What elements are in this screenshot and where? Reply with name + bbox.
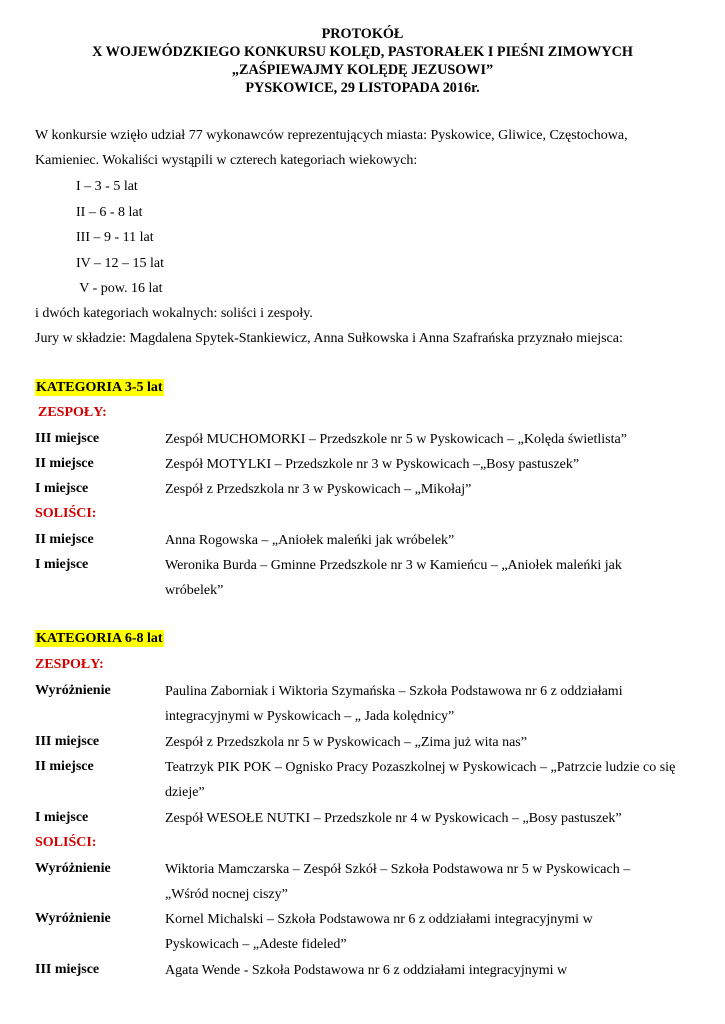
groups-heading: ZESPOŁY: (35, 657, 104, 672)
soloists-heading: SOLIŚCI: (35, 835, 97, 850)
doc-contest-name: „ZAŚPIEWAJMY KOLĘDĘ JEZUSOWI” (231, 62, 494, 78)
place-label: Wyróżnienie (35, 683, 111, 698)
age-category: V - pow. 16 lat (76, 281, 163, 296)
result-text: Wiktoria Mamczarska – Zespół Szkół – Szkoła Podstawowa nr 5 w Pyskowicach – „Wśród nocnej ciszy” (165, 861, 631, 902)
age-category: II – 6 - 8 lat (76, 205, 143, 220)
intro-line: Kamieniec. Wokaliści wystąpili w czterech kategoriach wiekowych: (35, 153, 418, 168)
doc-subtitle: X WOJEWÓDZKIEGO KONKURSU KOLĘD, PASTORAŁEK I PIEŚNI ZIMOWYCH (92, 44, 633, 60)
doc-place-date: PYSKOWICE, 29 LISTOPADA 2016r. (245, 80, 480, 96)
place-label: Wyróżnienie (35, 911, 111, 926)
intro-line: W konkursie wzięło udział 77 wykonawców reprezentujących miasta: Pyskowice, Gliwice, Częstochowa, (35, 128, 628, 143)
result-text: Agata Wende - Szkoła Podstawowa nr 6 z oddziałami integracyjnymi w (165, 962, 568, 978)
result-text: Kornel Michalski – Szkoła Podstawowa nr 6 z oddziałami integracyjnymi w Pyskowicach – „Adeste fideled” (165, 911, 593, 952)
place-label: Wyróżnienie (35, 861, 111, 876)
category-heading: KATEGORIA 6-8 lat (36, 631, 163, 646)
result-text: Zespół z Przedszkola nr 5 w Pyskowicach – „Zima już wita nas” (165, 734, 527, 750)
place-label: I miejsce (35, 481, 89, 496)
place-label: II miejsce (35, 759, 94, 774)
groups-heading: ZESPOŁY: (38, 405, 107, 420)
result-text: Zespół MOTYLKI – Przedszkole nr 3 w Pyskowicach –„Bosy pastuszek” (165, 456, 580, 472)
result-text: Anna Rogowska – „Aniołek maleńki jak wróbelek” (165, 532, 455, 548)
soloists-heading: SOLIŚCI: (35, 506, 97, 521)
place-label: III miejsce (35, 962, 100, 977)
age-category: III – 9 - 11 lat (76, 230, 154, 245)
place-label: I miejsce (35, 557, 89, 572)
result-text: Zespół MUCHOMORKI – Przedszkole nr 5 w Pyskowicach – „Kolęda świetlista” (165, 431, 627, 447)
category-heading: KATEGORIA 3-5 lat (36, 380, 163, 395)
place-label: III miejsce (35, 734, 100, 749)
result-text: Teatrzyk PIK POK – Ognisko Pracy Pozaszkolnej w Pyskowicach – „Patrzcie ludzie co się dzieje” (165, 759, 676, 800)
age-category: I – 3 - 5 lat (76, 179, 138, 194)
result-text: Zespół z Przedszkola nr 3 w Pyskowicach – „Mikołaj” (165, 481, 472, 497)
place-label: III miejsce (35, 431, 100, 446)
age-category: IV – 12 – 15 lat (76, 256, 165, 271)
result-text: Zespół WESOŁE NUTKI – Przedszkole nr 4 w Pyskowicach – „Bosy pastuszek” (165, 810, 622, 826)
place-label: II miejsce (35, 456, 94, 471)
place-label: I miejsce (35, 810, 89, 825)
place-label: II miejsce (35, 532, 94, 547)
result-text: Weronika Burda – Gminne Przedszkole nr 3 w Kamieńcu – „Aniołek maleńki jak wróbelek” (165, 557, 622, 598)
jury-line: Jury w składzie: Magdalena Spytek-Stankiewicz, Anna Sułkowska i Anna Szafrańska przyznało miejsca: (35, 331, 623, 346)
doc-title: PROTOKÓŁ (321, 26, 404, 42)
intro-line: i dwóch kategoriach wokalnych: soliści i zespoły. (35, 306, 313, 321)
result-text: Paulina Zaborniak i Wiktoria Szymańska – Szkoła Podstawowa nr 6 z oddziałami integracyjnymi w Pyskowicach – „ Jada kolędnicy” (165, 683, 623, 724)
